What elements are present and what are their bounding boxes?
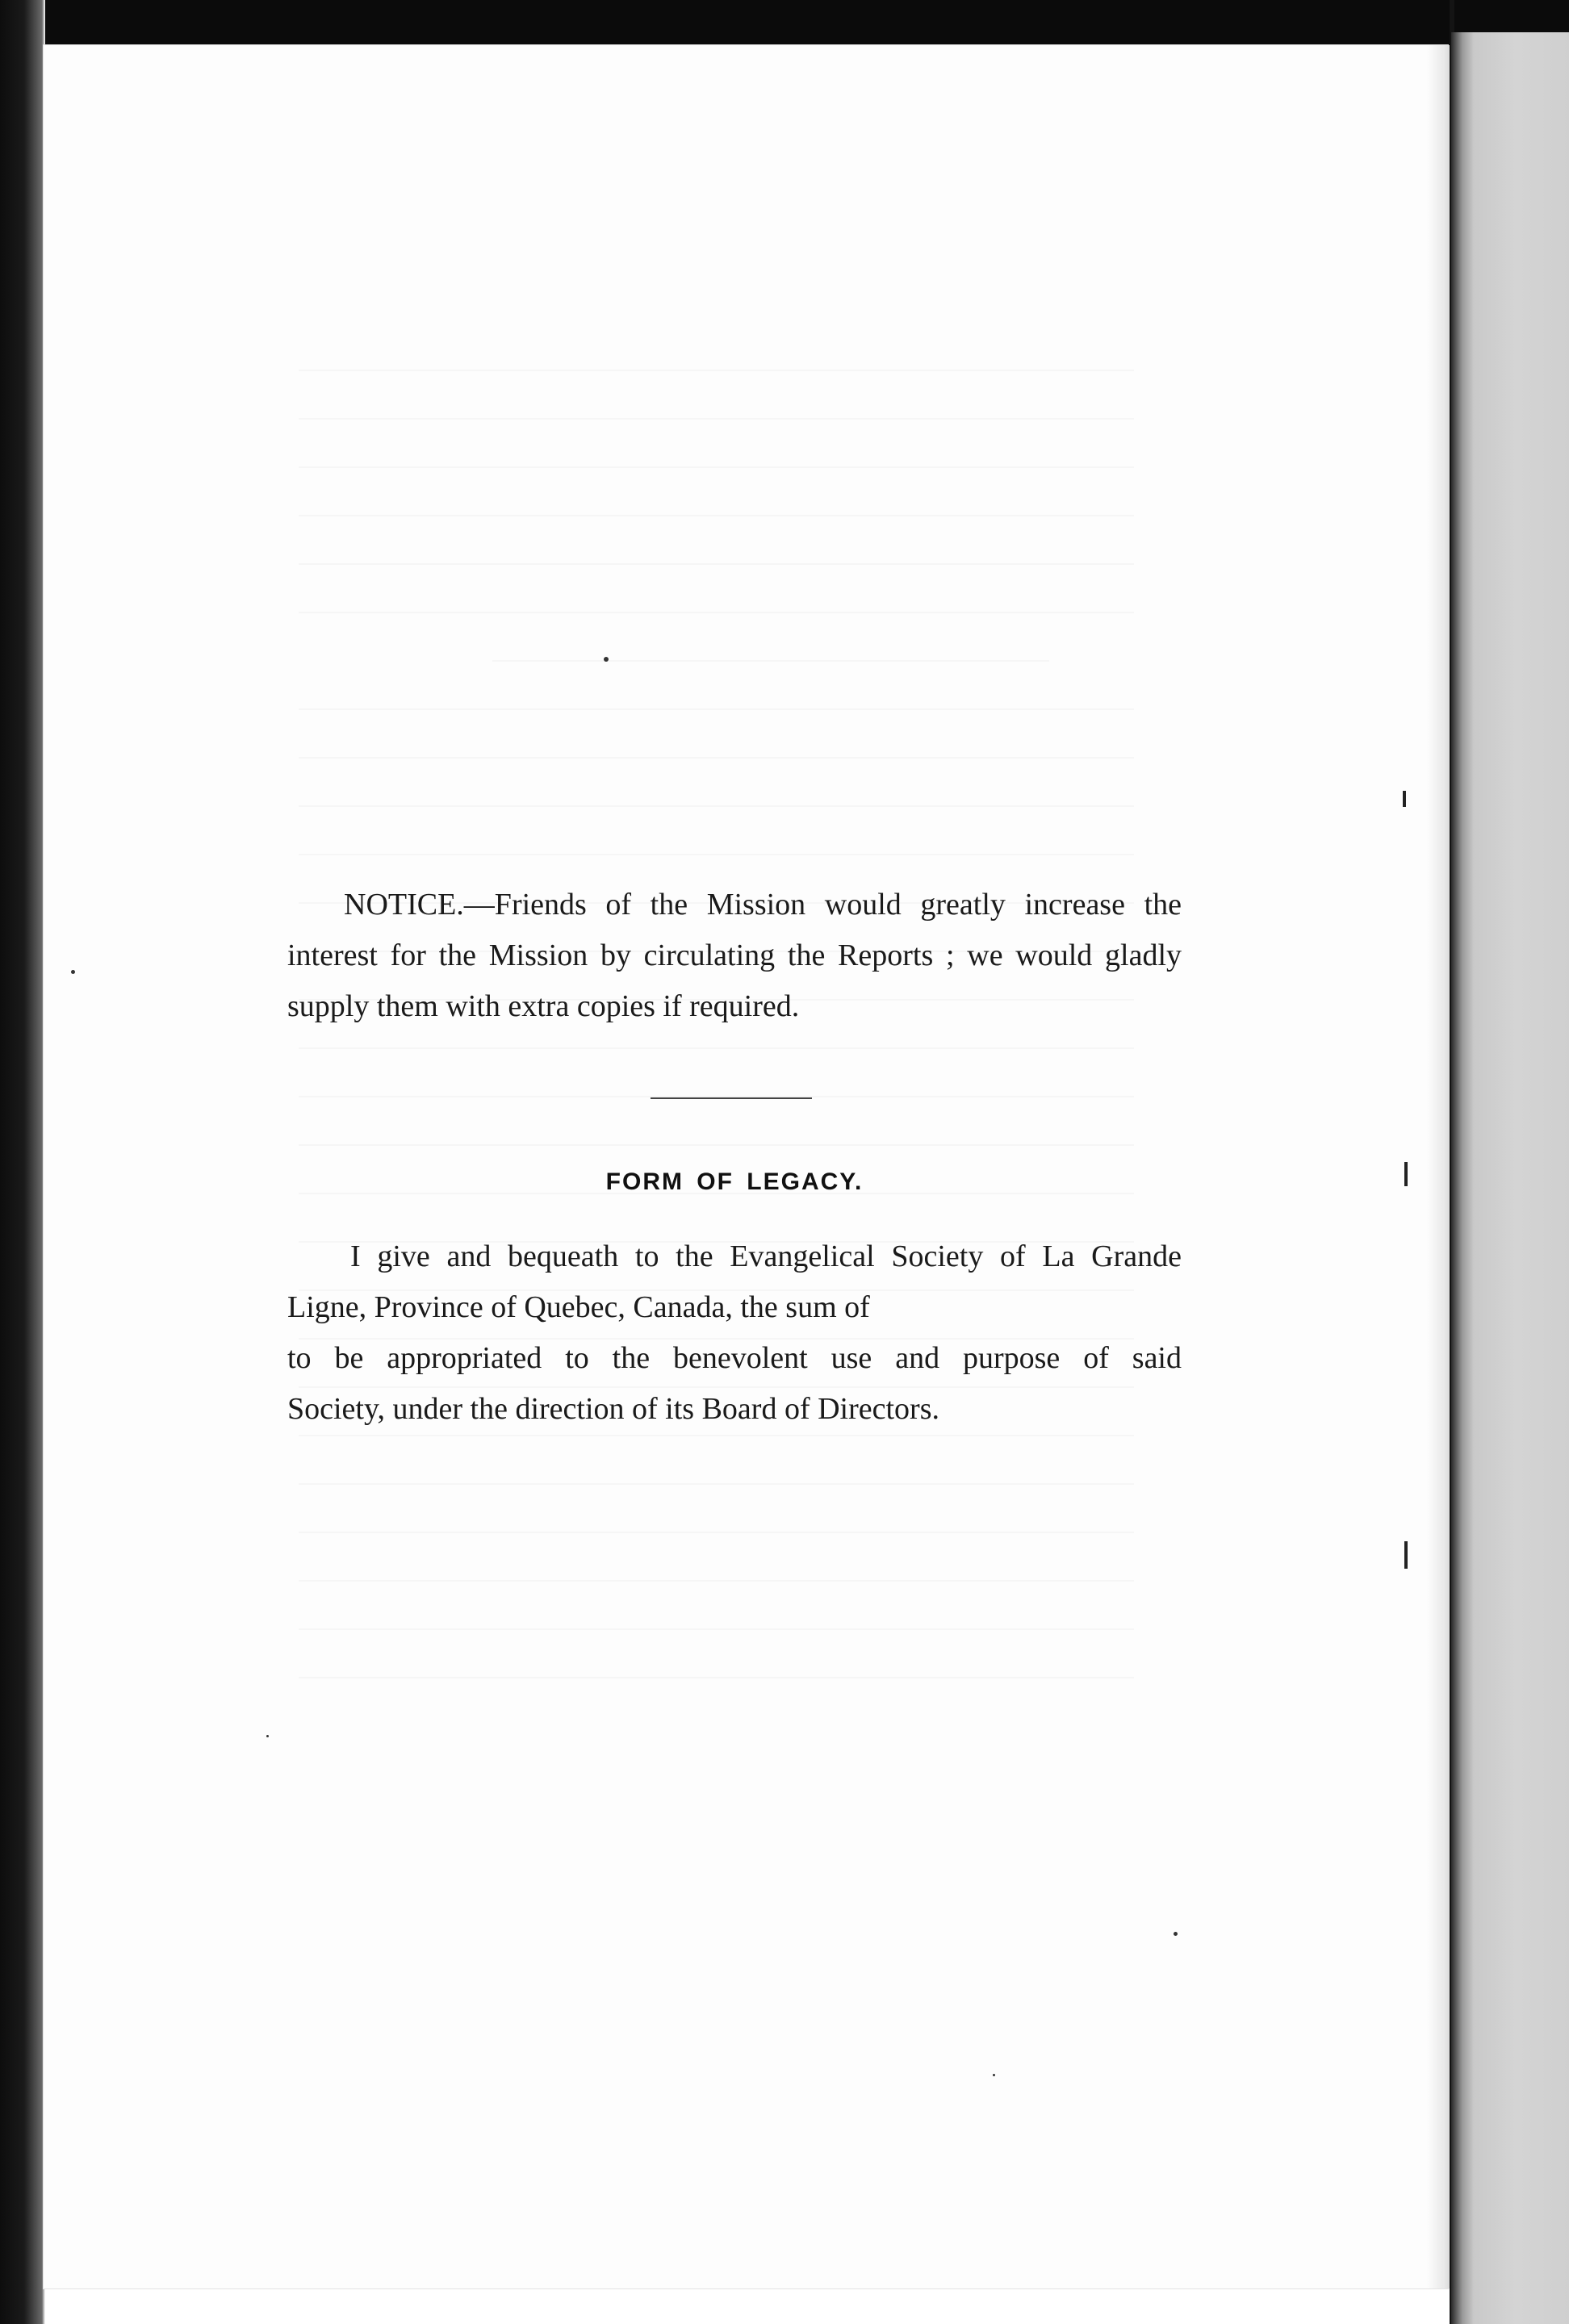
scan-speck xyxy=(993,2074,995,2076)
scan-speck xyxy=(266,1735,269,1737)
legacy-line-3: to be appropriated to the benevolent use and purpose of said xyxy=(287,1341,1182,1375)
section-divider xyxy=(651,1097,812,1099)
page-gutter-shadow xyxy=(1427,45,1451,2288)
edge-mark xyxy=(1404,1541,1408,1569)
legacy-line-2: Ligne, Province of Quebec, Canada, the sum of xyxy=(287,1290,870,1324)
notice-paragraph: NOTICE.—Friends of the Mission would greatly increase the interest for the Mission by circulating the Reports ; we would gladly supply them with extra copies if required. xyxy=(287,888,1182,1023)
legacy-heading: FORM OF LEGACY. xyxy=(605,1168,864,1195)
scan-speck xyxy=(71,970,75,974)
facing-page-edge xyxy=(1451,32,1569,2324)
scan-speck xyxy=(1174,1932,1178,1936)
scan-border-top xyxy=(0,0,1569,52)
scan-border-left xyxy=(0,0,45,2324)
notice-section xyxy=(287,880,1182,1032)
legacy-line-1: I give and bequeath to the Evangelical Society of La Grande xyxy=(350,1239,1182,1273)
edge-mark xyxy=(1403,791,1406,807)
edge-mark xyxy=(1404,1162,1408,1186)
scan-speck xyxy=(604,657,609,662)
legacy-line-4: Society, under the direction of its Board of Directors. xyxy=(287,1392,939,1426)
legacy-section xyxy=(287,1231,1182,1435)
